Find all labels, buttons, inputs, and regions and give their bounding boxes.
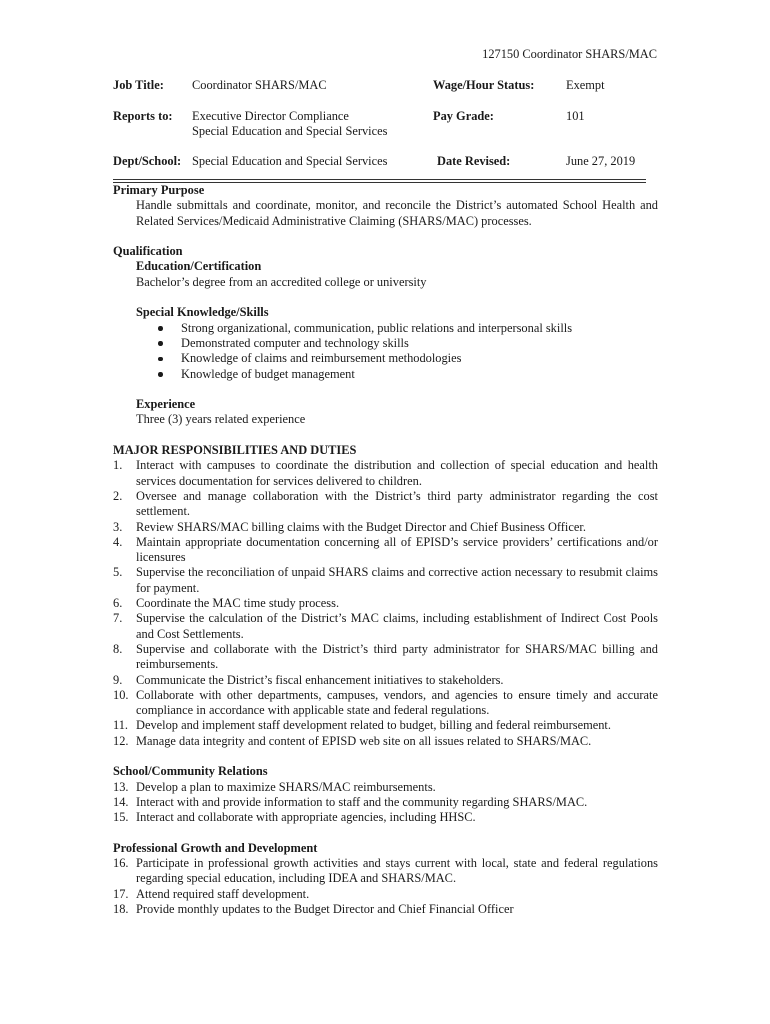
qualification-title: Qualification (113, 244, 183, 259)
list-item: 2. Oversee and manage collaboration with the District’s third party administrator regarding the cost settlement. (113, 488, 658, 519)
major-duties-section (113, 443, 658, 749)
document-body (113, 183, 658, 917)
education-text: Bachelor’s degree from an accredited college or university (136, 274, 427, 289)
dept-value: Special Education and Special Services (192, 154, 388, 168)
qualification-section (113, 244, 658, 428)
wage-status-label: Wage/Hour Status: (433, 78, 535, 92)
list-item: 17. Attend required staff development. (113, 886, 310, 901)
list-item: Strong organizational, communication, public relations and interpersonal skills (158, 321, 658, 336)
pay-grade-label: Pay Grade: (433, 109, 494, 123)
bullet-icon (158, 372, 163, 377)
major-duties-title: MAJOR RESPONSIBILITIES AND DUTIES (113, 443, 357, 458)
major-duties-list (113, 458, 658, 749)
professional-growth-section (113, 841, 658, 917)
list-item: Knowledge of budget management (158, 367, 658, 382)
reports-to-line-2: Special Education and Special Services (192, 124, 388, 139)
list-item: 14. Interact with and provide information to staff and the community regarding SHARS/MAC. (113, 794, 588, 809)
primary-purpose-title: Primary Purpose (113, 183, 205, 197)
date-revised-label: Date Revised: (437, 154, 511, 168)
experience-title: Experience (136, 397, 196, 412)
list-item: 12. Manage data integrity and content of EPISD web site on all issues related to SHARS/MAC. (113, 733, 592, 748)
skills-list (113, 321, 658, 382)
primary-purpose-text: Handle submittals and coordinate, monitor, and reconcile the District’s automated School Health and Related Services/Medicaid Administrative Claiming (SHARS/MAC) processes. (136, 198, 658, 228)
reports-to-line-1: Executive Director Compliance (192, 109, 349, 123)
list-item: 8. Supervise and collaborate with the District’s third party administrator for SHARS/MAC billing and reimbursements. (113, 641, 658, 672)
header-divider-top (113, 179, 646, 180)
community-relations-list (113, 780, 658, 826)
list-item: Knowledge of claims and reimbursement methodologies (158, 351, 658, 366)
reports-to-label: Reports to: (113, 109, 173, 123)
list-item: 1. Interact with campuses to coordinate the distribution and collection of special education and health services documentation for services delivered to children. (113, 458, 658, 488)
list-item: Demonstrated computer and technology skills (158, 336, 658, 351)
list-item: 6. Coordinate the MAC time study process. (113, 596, 340, 611)
list-item: 4. Maintain appropriate documentation concerning all of EPISD’s service providers’ certifications and/or licensures (113, 534, 658, 565)
list-item: 5. Supervise the reconciliation of unpaid SHARS claims and corrective action necessary to resubmit claims for payment. (113, 565, 658, 595)
community-relations-section (113, 764, 658, 825)
reports-to-value (192, 109, 422, 140)
job-title-value: Coordinator SHARS/MAC (192, 78, 327, 92)
experience-text: Three (3) years related experience (136, 412, 306, 427)
wage-status-value: Exempt (566, 78, 605, 92)
professional-growth-title: Professional Growth and Development (113, 840, 318, 855)
bullet-icon (158, 326, 163, 331)
date-revised-value: June 27, 2019 (566, 154, 636, 168)
list-item: 18. Provide monthly updates to the Budget Director and Chief Financial Officer (113, 901, 514, 916)
list-item: 13. Develop a plan to maximize SHARS/MAC reimbursements. (113, 779, 436, 794)
community-relations-title: School/Community Relations (113, 764, 268, 779)
bullet-icon (158, 341, 163, 346)
list-item: 3. Review SHARS/MAC billing claims with the Budget Director and Chief Business Officer. (113, 519, 586, 534)
document-id: 127150 Coordinator SHARS/MAC (482, 47, 657, 61)
list-item: 11. Develop and implement staff development related to budget, billing and federal reimbursement. (113, 718, 611, 733)
education-title: Education/Certification (136, 259, 262, 274)
list-item: 10. Collaborate with other departments, campuses, vendors, and agencies to ensure timely and accurate compliance in accordance with applicable state and federal regulations. (113, 687, 658, 718)
dept-label: Dept/School: (113, 154, 182, 168)
bullet-icon (158, 357, 163, 362)
pay-grade-value: 101 (566, 109, 585, 123)
primary-purpose-section (113, 183, 658, 229)
list-item: 9. Communicate the District’s fiscal enhancement initiatives to stakeholders. (113, 672, 504, 687)
job-title-label: Job Title: (113, 78, 164, 92)
professional-growth-list (113, 856, 658, 917)
list-item: 7. Supervise the calculation of the District’s MAC claims, including establishment of Indirect Cost Pools and Cost Settlements. (113, 611, 658, 641)
skills-title: Special Knowledge/Skills (136, 305, 269, 320)
list-item: 15. Interact and collaborate with appropriate agencies, including HHSC. (113, 810, 476, 825)
list-item: 16. Participate in professional growth activities and stays current with local, state and federal regulations regarding special education, including IDEA and SHARS/MAC. (113, 856, 658, 886)
